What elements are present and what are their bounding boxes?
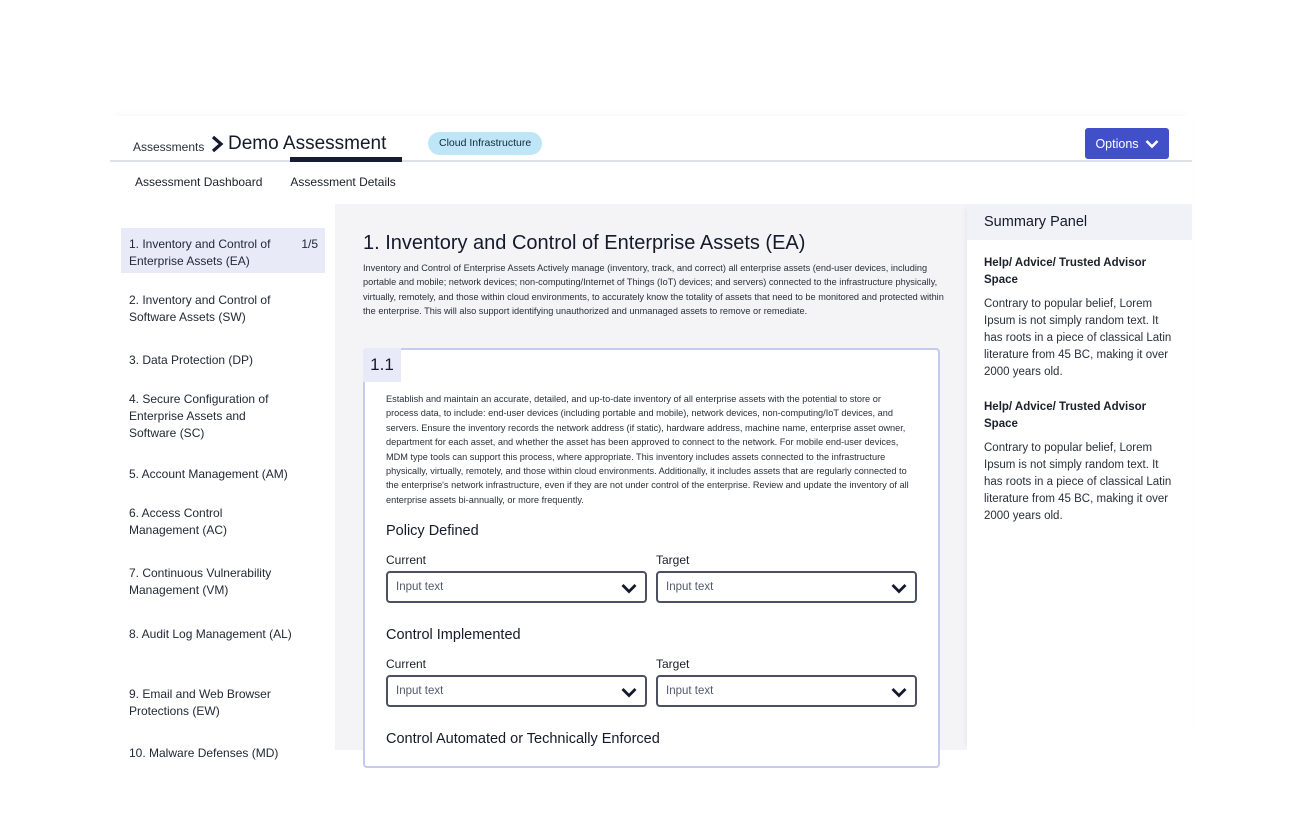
advice-block [984,399,1179,525]
summary-panel [967,204,1192,750]
implemented-target-select[interactable] [656,675,917,707]
control-implemented-title: Control Implemented [386,627,521,643]
policy-target-select[interactable] [656,571,917,603]
options-label: Options [1095,136,1139,151]
section-description: Inventory and Control of Enterprise Assets Actively manage (inventory, track, and correct) all enterprise assets (end-user devices, including portable and mobile; network devices; non-computing/Internet of Things (IoT) devices; and servers) connected to the infrastructure physically, virtually, remotely, and those within cloud environments, to accurately know the totality of assets that need to be monitored and protected within the enterprise. This will also support identifying unauthorized and unmanaged assets to remove or remediate. [363,263,944,317]
implemented-current-label: Current [386,657,427,671]
select-placeholder: Input text [396,685,444,697]
sidebar-item-label: 7. Continuous Vulnerability Management (VM) [129,566,272,597]
implemented-target-label: Target [656,657,690,671]
section-title: 1. Inventory and Control of Enterprise Assets (EA) [363,232,806,254]
sidebar-item-label: 8. Audit Log Management (AL) [129,627,292,641]
sidebar-item-label: 9. Email and Web Browser Protections (EW) [129,687,271,718]
control-number: 1.1 [363,348,401,382]
chevron-down-icon [621,687,637,698]
advice-block [984,255,1179,381]
policy-current-select[interactable] [386,571,647,603]
sidebar-item-al[interactable] [121,626,325,643]
chevron-right-icon [210,135,224,153]
active-tab-indicator [290,157,402,162]
sidebar-item-vm[interactable] [121,565,325,599]
control-automated-title: Control Automated or Technically Enforced [386,731,660,747]
chevron-down-icon [891,687,907,698]
sidebar-item-label: 6. Access Control Management (AC) [129,506,228,537]
sidebar-item-label: 5. Account Management (AM) [129,467,288,481]
sidebar-item-ea[interactable] [121,228,325,273]
select-placeholder: Input text [396,581,444,593]
policy-current-label: Current [386,553,427,567]
sidebar-item-sw[interactable] [121,292,325,326]
control-card [363,348,940,768]
sidebar-item-label: 3. Data Protection (DP) [129,353,254,367]
sidebar-item-label: 2. Inventory and Control of Software Assets (SW) [129,293,271,324]
chevron-down-icon [891,583,907,594]
summary-title: Summary Panel [967,204,1192,240]
policy-defined-title: Policy Defined [386,523,479,539]
progress-count: 1/5 [301,237,318,251]
sidebar-item-md[interactable] [121,745,325,762]
sidebar-item-dp[interactable] [121,352,325,369]
page-title: Demo Assessment [228,133,387,154]
policy-target-label: Target [656,553,690,567]
advice-title: Help/ Advice/ Trusted Advisor Space [984,401,1147,430]
chevron-down-icon [1145,139,1159,149]
tab-assessment-dashboard[interactable]: Assessment Dashboard [135,175,263,189]
chevron-down-icon [621,583,637,594]
header-bar [110,116,1192,162]
advice-title: Help/ Advice/ Trusted Advisor Space [984,257,1147,286]
sidebar-nav [121,220,333,760]
sidebar-item-label: 1. Inventory and Control of Enterprise Assets (EA) [129,237,271,268]
advice-body: Contrary to popular belief, Lorem Ipsum is not simply random text. It has roots in a piece of classical Latin literature from 45 BC, making it over 2000 years old. [984,298,1172,378]
select-placeholder: Input text [666,685,714,697]
control-description: Establish and maintain an accurate, detailed, and up-to-date inventory of all enterprise assets with the potential to store or process data, to include: end-user devices (including portable and mobile), network devices, non-computing/IoT devices, and servers. Ensure the inventory records the network address (if static), hardware address, machine name, enterprise asset owner, department for each asset, and whether the asset has been approved to connect to the network. For mobile end-user devices, MDM type tools can support this process, where appropriate. This inventory includes assets connected to the infrastructure physically, virtually, remotely, and those within cloud environments. Additionally, it includes assets that are regularly connected to the enterprise's network infrastructure, even if they are not under control of the enterprise. Review and update the inventory of all enterprise assets bi-annually, or more frequently. [386,394,909,505]
app-window [110,116,1192,760]
sub-tabs [135,175,396,189]
implemented-current-select[interactable] [386,675,647,707]
category-badge: Cloud Infrastructure [428,132,542,155]
options-button[interactable] [1085,128,1169,159]
advice-body: Contrary to popular belief, Lorem Ipsum is not simply random text. It has roots in a piece of classical Latin literature from 45 BC, making it over 2000 years old. [984,442,1172,522]
sidebar-item-label: 4. Secure Configuration of Enterprise Assets and Software (SC) [129,392,269,440]
main-content [335,204,967,750]
breadcrumb-root[interactable]: Assessments [133,140,205,154]
tab-assessment-details[interactable]: Assessment Details [290,175,396,189]
sidebar-item-am[interactable] [121,466,325,483]
sidebar-item-label: 10. Malware Defenses (MD) [129,746,279,760]
sidebar-item-sc[interactable] [121,391,325,442]
select-placeholder: Input text [666,581,714,593]
sidebar-item-ac[interactable] [121,505,325,539]
sidebar-item-ew[interactable] [121,686,325,720]
